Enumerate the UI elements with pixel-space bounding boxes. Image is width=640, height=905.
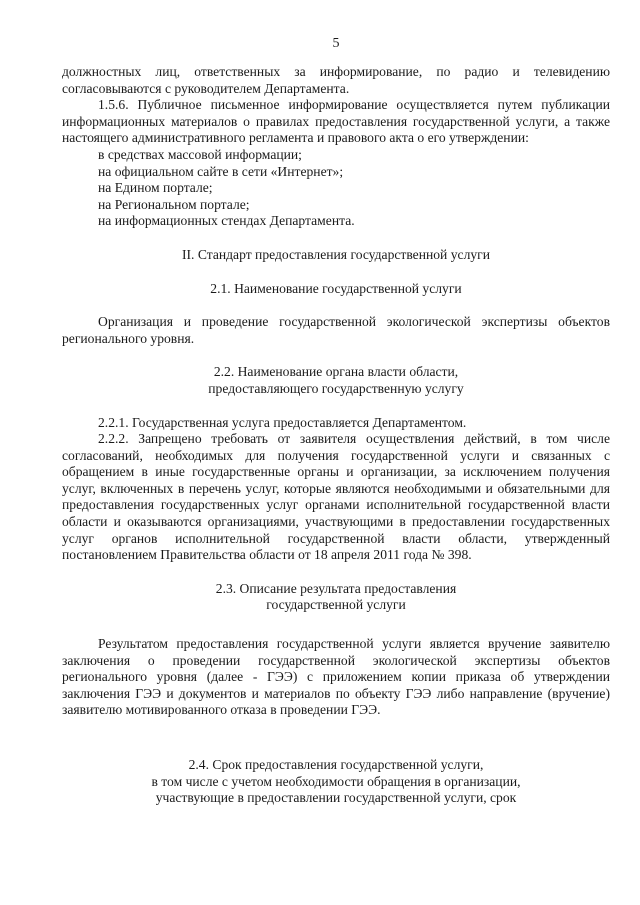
heading-2-3-line-1: 2.3. Описание результата предоставления: [215, 580, 457, 596]
list-item: на Едином портале;: [98, 180, 213, 196]
heading-2-2-line-2: предоставляющего государственную услугу: [208, 380, 464, 396]
paragraph-2-2-2: 2.2.2. Запрещено требовать от заявителя осуществления действий, в том числе согласований, необходимых для получения государственной услуги и связанных с обращением в иные государственные органы и организации, за исключением получения услуг, включенных в перечень услуг, которые являются необходимыми и обязательными для предоставления государственных услуг органами исполнительной государственной власти области и оказываются организациями, участвующими в предоставлении государственных услуг органов исполнительной государственной власти области, утвержденный постановлением Правительства области от 18 апреля 2011 года № 398.: [62, 431, 610, 563]
paragraph-continuation: должностных лиц, ответственных за информирование, по радио и телевидению согласовываются с руководителем Департамента.: [62, 64, 610, 96]
heading-2-3-line-2: государственной услуги: [266, 597, 406, 613]
list-item: на официальном сайте в сети «Интернет»;: [98, 163, 344, 179]
paragraph-2-3: Результатом предоставления государственной услуги является вручение заявителю заключения о проведении государственной экологической экспертизы объектов регионального уровня (далее - ГЭЭ) с приложением копии приказа об утверждении заключения ГЭЭ и документов и материалов по объекту ГЭЭ либо направление (вручение) заявителю мотивированного отказа в проведении ГЭЭ.: [62, 636, 610, 718]
page-number: 5: [332, 36, 340, 51]
heading-2-4-line-2: в том числе с учетом необходимости обращения в организации,: [151, 773, 521, 789]
document-page: [62, 0, 610, 905]
paragraph-2-2-1: 2.2.1. Государственная услуга предоставляется Департаментом.: [98, 414, 467, 430]
paragraph-1-5-6: 1.5.6. Публичное письменное информирование осуществляется путем публикации информационных материалов о правилах предоставления государственной услуги, а также настоящего административного регламента и правового акта о его утверждении:: [62, 97, 610, 146]
document-body: [62, 64, 610, 807]
section-2-title: II. Стандарт предоставления государственной услуги: [181, 246, 490, 262]
list-item: в средствах массовой информации;: [98, 146, 302, 162]
paragraph-2-1: Организация и проведение государственной экологической экспертизы объектов регионального уровня.: [62, 314, 610, 346]
list-item: на информационных стендах Департамента.: [98, 213, 355, 229]
heading-2-4-line-1: 2.4. Срок предоставления государственной услуги,: [188, 757, 484, 772]
heading-2-2-line-1: 2.2. Наименование органа власти области,: [213, 364, 459, 380]
heading-2-4-line-3: участвующие в предоставлении государственной услуги, срок: [155, 790, 517, 806]
list-item: на Региональном портале;: [98, 196, 250, 212]
heading-2-1: 2.1. Наименование государственной услуги: [210, 280, 462, 296]
